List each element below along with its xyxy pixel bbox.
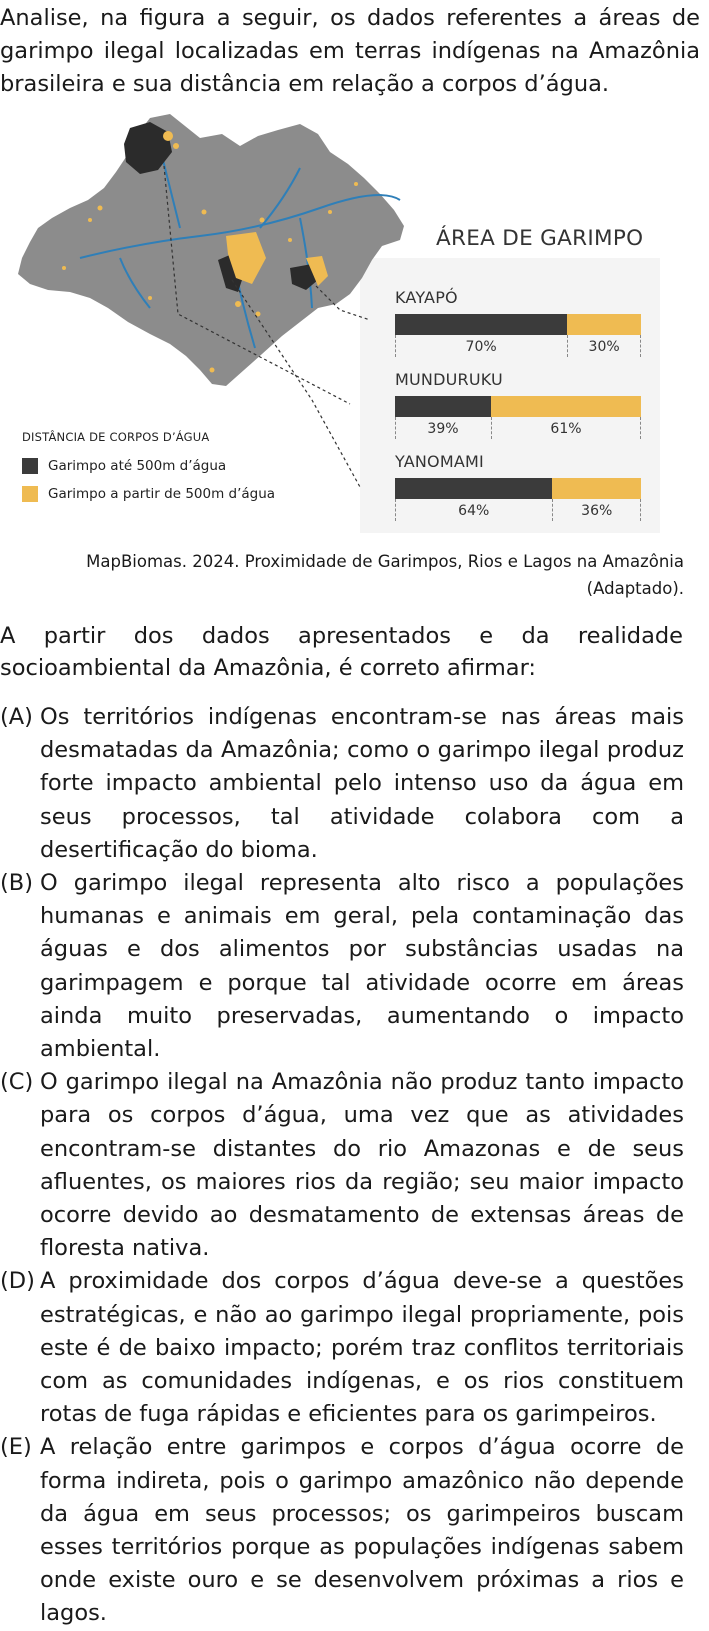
bar-group-yanomami [395, 452, 645, 521]
data-label-far-water: 36% [581, 503, 613, 519]
option-text: O garimpo ilegal na Amazônia não produz tanto impacto para os corpos d’água, uma vez que as atividades encontram-se distantes do rio Amazonas e de seus afluentes, os maiores rios da região; seu maior impacto ocorre devido ao desmatamento de extensas áreas de floresta nativa. [40, 1069, 684, 1262]
option-text: O garimpo ilegal representa alto risco a populações humanas e animais em geral, pela contaminação das águas e dos alimentos por substâncias usadas na garimpagem e porque tal atividade ocorre em áreas ainda muito preservadas, aumentando o impacto ambiental. [40, 870, 684, 1063]
source-citation: MapBiomas. 2024. Proximidade de Garimpos, Rios e Lagos na Amazônia (Adaptado). [86, 552, 684, 598]
bar-segment-far-water [552, 478, 641, 499]
option-b[interactable] [0, 867, 684, 1066]
bar-tick [640, 335, 641, 357]
figure [0, 108, 709, 538]
option-a[interactable] [0, 701, 684, 867]
bar-group-kayapo [395, 288, 645, 357]
amazon-region-shape [18, 114, 404, 386]
bar-tick [552, 499, 553, 521]
bar-segment-near-water [395, 478, 552, 499]
stacked-bar [395, 396, 641, 417]
bar-segment-near-water [395, 314, 567, 335]
option-text: A relação entre garimpos e corpos d’água ocorre de forma indireta, pois o garimpo amazônico não depende da água em seus processos; os garimpeiros buscam esses territórios porque as populações indígenas sabem onde existe ouro e se desenvolvem próximas a rios e lagos. [40, 1434, 684, 1627]
bar-segment-far-water [567, 314, 641, 335]
bar-tick [567, 335, 568, 357]
data-label-far-water: 30% [588, 339, 620, 355]
option-text: Os territórios indígenas encontram-se nas áreas mais desmatadas da Amazônia; como o garimpo ilegal produz forte impacto ambiental pelo intenso uso da água em seus processos, tal atividade colabora com a desertificação do bioma. [40, 704, 684, 863]
bar-value-row [395, 335, 641, 357]
intro-paragraph: Analise, na figura a seguir, os dados referentes a áreas de garimpo ilegal localizadas em terras indígenas na Amazônia brasileira e sua distância em relação a corpos d’água. [0, 5, 700, 97]
option-c[interactable] [0, 1066, 684, 1265]
chart-title: ÁREA DE GARIMPO [436, 226, 644, 251]
option-d[interactable] [0, 1265, 684, 1431]
bar-group-munduruku [395, 370, 645, 439]
legend-label: Garimpo a partir de 500m d’água [48, 486, 276, 502]
bar-tick [395, 499, 396, 521]
bar-segment-near-water [395, 396, 491, 417]
option-letter: (E) [0, 1434, 32, 1461]
legend-item-far-water [22, 486, 275, 502]
bar-tick [395, 335, 396, 357]
data-label-near-water: 39% [427, 421, 459, 437]
legend-title: DISTÂNCIA DE CORPOS D’ÁGUA [22, 430, 210, 444]
option-e[interactable] [0, 1431, 684, 1630]
option-letter: (D) [0, 1268, 35, 1295]
data-label-far-water: 61% [550, 421, 582, 437]
bar-value-row [395, 417, 641, 439]
bar-segment-far-water [491, 396, 641, 417]
legend-label: Garimpo até 500m d’água [48, 458, 227, 474]
question-stem: A partir dos dados apresentados e da realidade socioambiental da Amazônia, é correto afirmar: [0, 623, 683, 681]
bar-category-label: MUNDURUKU [395, 370, 503, 389]
legend-swatch-dark [22, 458, 38, 474]
option-letter: (C) [0, 1069, 34, 1096]
option-letter: (B) [0, 870, 33, 897]
bar-value-row [395, 499, 641, 521]
bar-tick [395, 417, 396, 439]
bar-category-label: YANOMAMI [395, 452, 484, 471]
answer-options [0, 701, 684, 1631]
legend-item-near-water [22, 458, 226, 474]
legend-swatch-gold [22, 486, 38, 502]
option-letter: (A) [0, 704, 33, 730]
data-label-near-water: 64% [458, 503, 490, 519]
data-label-near-water: 70% [465, 339, 497, 355]
bar-tick [640, 417, 641, 439]
bar-tick [640, 499, 641, 521]
stacked-bar [395, 314, 641, 335]
option-text: A proximidade dos corpos d’água deve-se a questões estratégicas, e não ao garimpo ilegal propriamente, pois este é de baixo impacto; porém traz conflitos territoriais com as comunidades indígenas, e os rios constituem rotas de fuga rápidas e eficientes para os garimpeiros. [40, 1268, 684, 1428]
stacked-bar [395, 478, 641, 499]
bar-tick [491, 417, 492, 439]
bar-category-label: KAYAPÓ [395, 288, 458, 307]
